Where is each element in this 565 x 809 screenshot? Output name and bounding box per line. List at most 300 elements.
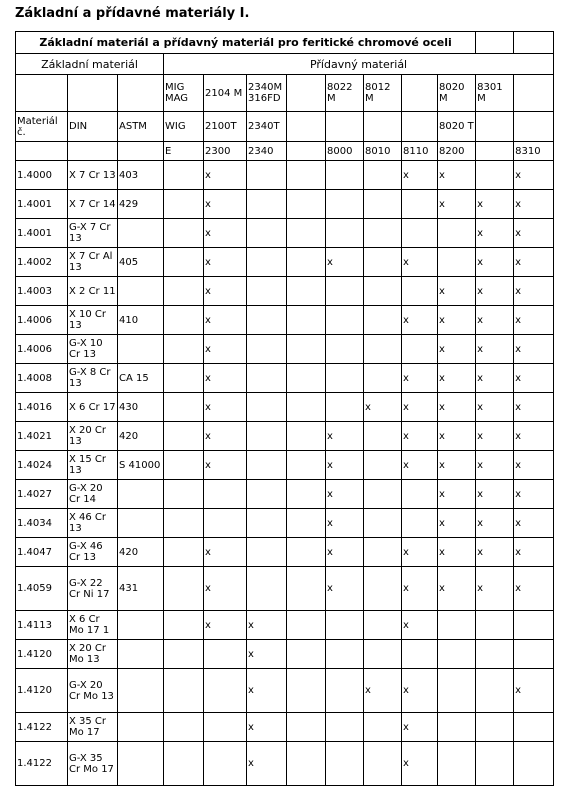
table-cell: x xyxy=(204,161,247,190)
table-cell: 403 xyxy=(118,161,164,190)
table-row xyxy=(16,611,554,640)
table-cell: x xyxy=(402,538,438,567)
table-cell: G-X 10 Cr 13 xyxy=(68,335,118,364)
table-cell xyxy=(247,219,287,248)
table-cell: 1.4006 xyxy=(16,306,68,335)
table-cell xyxy=(402,335,438,364)
table-cell xyxy=(118,335,164,364)
table-cell xyxy=(326,219,364,248)
table-cell: X 6 Cr Mo 17 1 xyxy=(68,611,118,640)
table-cell: x xyxy=(476,451,514,480)
table-cell xyxy=(476,611,514,640)
table-cell xyxy=(287,713,326,742)
table-cell: x xyxy=(204,364,247,393)
table-cell xyxy=(476,32,514,54)
table-cell: G-X 20 Cr 14 xyxy=(68,480,118,509)
table-cell: X 46 Cr 13 xyxy=(68,509,118,538)
table-cell xyxy=(364,364,402,393)
table-cell xyxy=(326,277,364,306)
table-cell xyxy=(326,335,364,364)
table-row xyxy=(16,538,554,567)
table-cell: 1.4001 xyxy=(16,190,68,219)
table-cell xyxy=(438,640,476,669)
table-cell: 420 xyxy=(118,538,164,567)
table-cell xyxy=(364,161,402,190)
table-cell xyxy=(118,277,164,306)
filler-mig-row xyxy=(16,75,554,112)
page-title: Základní a přídavné materiály I. xyxy=(15,6,250,21)
table-cell xyxy=(476,713,514,742)
table-cell: X 7 Cr Al 13 xyxy=(68,248,118,277)
table-cell xyxy=(247,277,287,306)
table-cell: X 7 Cr 13 xyxy=(68,161,118,190)
table-cell xyxy=(287,306,326,335)
table-cell: x xyxy=(438,190,476,219)
table-cell: x xyxy=(438,393,476,422)
table-row xyxy=(16,306,554,335)
table-cell xyxy=(247,509,287,538)
table-row xyxy=(16,219,554,248)
table-cell: x xyxy=(247,669,287,713)
table-cell: x xyxy=(247,640,287,669)
table-cell xyxy=(287,538,326,567)
table-cell: x xyxy=(438,161,476,190)
table-cell xyxy=(164,640,204,669)
table-cell xyxy=(476,669,514,713)
table-cell xyxy=(247,538,287,567)
table-cell: x xyxy=(326,248,364,277)
table-cell: 1.4120 xyxy=(16,640,68,669)
table-row xyxy=(16,480,554,509)
table-cell xyxy=(247,393,287,422)
table-cell: x xyxy=(476,219,514,248)
base-material-header: Základní materiál xyxy=(16,54,164,75)
table-cell xyxy=(247,480,287,509)
table-cell: x xyxy=(476,248,514,277)
table-cell: x xyxy=(326,538,364,567)
table-cell xyxy=(438,219,476,248)
table-cell xyxy=(364,567,402,611)
table-cell: x xyxy=(402,611,438,640)
table-caption: Základní materiál a přídavný materiál pro feritické chromové oceli xyxy=(16,32,476,54)
header-cell: 8000 xyxy=(326,142,364,161)
table-cell xyxy=(118,742,164,786)
table-cell xyxy=(514,640,554,669)
table-cell xyxy=(287,248,326,277)
table-cell xyxy=(287,393,326,422)
table-cell xyxy=(287,422,326,451)
table-cell: x xyxy=(438,538,476,567)
table-cell: x xyxy=(438,422,476,451)
header-cell: 8020 M xyxy=(438,75,476,112)
header-cell: 8012 M xyxy=(364,75,402,112)
table-cell: S 41000 xyxy=(118,451,164,480)
table-cell: x xyxy=(514,306,554,335)
table-cell xyxy=(326,713,364,742)
table-cell: x xyxy=(476,393,514,422)
table-cell xyxy=(326,306,364,335)
table-cell xyxy=(164,713,204,742)
table-cell: x xyxy=(204,248,247,277)
header-cell xyxy=(326,112,364,142)
table-cell: 429 xyxy=(118,190,164,219)
table-cell: G-X 8 Cr 13 xyxy=(68,364,118,393)
table-cell xyxy=(364,538,402,567)
header-cell: 8020 T xyxy=(438,112,476,142)
table-cell: 1.4047 xyxy=(16,538,68,567)
table-cell xyxy=(204,669,247,713)
table-cell xyxy=(438,248,476,277)
table-cell: X 20 Cr 13 xyxy=(68,422,118,451)
table-cell xyxy=(164,451,204,480)
table-cell xyxy=(287,611,326,640)
header-cell xyxy=(68,142,118,161)
table-cell xyxy=(402,277,438,306)
table-cell xyxy=(402,190,438,219)
table-cell: x xyxy=(204,277,247,306)
table-cell xyxy=(514,713,554,742)
filler-material-header: Přídavný materiál xyxy=(164,54,554,75)
table-cell: x xyxy=(476,567,514,611)
table-cell xyxy=(364,422,402,451)
table-cell: x xyxy=(438,277,476,306)
table-cell: X 2 Cr 11 xyxy=(68,277,118,306)
table-cell: x xyxy=(247,713,287,742)
table-cell: 431 xyxy=(118,567,164,611)
table-cell: 420 xyxy=(118,422,164,451)
table-cell: x xyxy=(514,248,554,277)
table-cell xyxy=(364,611,402,640)
table-cell: x xyxy=(402,393,438,422)
table-cell xyxy=(438,713,476,742)
table-cell: X 6 Cr 17 xyxy=(68,393,118,422)
table-cell: x xyxy=(402,306,438,335)
header-cell: 8010 xyxy=(364,142,402,161)
table-row xyxy=(16,669,554,713)
table-cell: G-X 20 Cr Mo 13 xyxy=(68,669,118,713)
table-cell xyxy=(476,742,514,786)
table-row xyxy=(16,509,554,538)
table-cell: x xyxy=(438,480,476,509)
table-cell: x xyxy=(438,451,476,480)
table-cell: x xyxy=(402,161,438,190)
header-cell: 2100T xyxy=(204,112,247,142)
table-cell: x xyxy=(476,422,514,451)
table-cell xyxy=(287,742,326,786)
table-row xyxy=(16,335,554,364)
table-cell xyxy=(204,713,247,742)
table-cell: x xyxy=(326,509,364,538)
header-cell xyxy=(287,75,326,112)
table-cell: x xyxy=(514,190,554,219)
table-cell xyxy=(364,219,402,248)
table-cell: x xyxy=(402,713,438,742)
table-cell: X 10 Cr 13 xyxy=(68,306,118,335)
table-cell xyxy=(247,364,287,393)
table-cell: x xyxy=(402,422,438,451)
table-cell xyxy=(164,248,204,277)
table-cell xyxy=(118,611,164,640)
header-cell xyxy=(287,142,326,161)
table-cell: x xyxy=(514,567,554,611)
header-cell: MIG MAG xyxy=(164,75,204,112)
table-cell xyxy=(364,480,402,509)
table-cell xyxy=(164,611,204,640)
table-cell xyxy=(287,509,326,538)
table-cell xyxy=(326,611,364,640)
table-cell xyxy=(364,277,402,306)
materials-table xyxy=(15,31,554,786)
table-cell xyxy=(287,640,326,669)
table-cell: x xyxy=(476,277,514,306)
table-cell: G-X 35 Cr Mo 17 xyxy=(68,742,118,786)
table-cell xyxy=(364,742,402,786)
header-cell xyxy=(118,75,164,112)
header-cell: 8301 M xyxy=(476,75,514,112)
table-cell xyxy=(247,335,287,364)
table-cell xyxy=(364,640,402,669)
header-cell xyxy=(68,75,118,112)
table-cell xyxy=(164,335,204,364)
table-row xyxy=(16,277,554,306)
table-cell: 1.4003 xyxy=(16,277,68,306)
header-cell xyxy=(16,75,68,112)
table-cell xyxy=(247,567,287,611)
table-cell xyxy=(287,451,326,480)
table-cell: x xyxy=(476,190,514,219)
table-cell: 1.4024 xyxy=(16,451,68,480)
table-cell: 1.4122 xyxy=(16,713,68,742)
header-cell xyxy=(118,142,164,161)
table-cell: x xyxy=(247,742,287,786)
table-cell: x xyxy=(204,538,247,567)
table-cell: x xyxy=(476,509,514,538)
table-cell xyxy=(287,190,326,219)
table-cell xyxy=(204,742,247,786)
table-cell xyxy=(164,538,204,567)
header-cell xyxy=(514,75,554,112)
table-cell: 1.4006 xyxy=(16,335,68,364)
table-cell xyxy=(164,509,204,538)
header-cell: E xyxy=(164,142,204,161)
table-cell xyxy=(204,509,247,538)
table-cell xyxy=(164,190,204,219)
table-cell: x xyxy=(514,219,554,248)
table-cell: x xyxy=(402,248,438,277)
table-cell xyxy=(326,742,364,786)
table-cell xyxy=(438,611,476,640)
table-cell xyxy=(287,335,326,364)
header-cell xyxy=(402,75,438,112)
table-cell xyxy=(364,190,402,219)
header-cell: 2340M 316FD xyxy=(247,75,287,112)
table-row xyxy=(16,393,554,422)
table-cell: 405 xyxy=(118,248,164,277)
table-cell: x xyxy=(402,451,438,480)
table-cell xyxy=(476,640,514,669)
table-cell xyxy=(204,640,247,669)
table-cell: x xyxy=(204,611,247,640)
header-cell: 8022 M xyxy=(326,75,364,112)
table-cell: x xyxy=(514,669,554,713)
header-cell xyxy=(476,112,514,142)
table-cell xyxy=(118,480,164,509)
table-cell xyxy=(164,393,204,422)
table-row xyxy=(16,364,554,393)
header-cell: 2340 xyxy=(247,142,287,161)
table-cell xyxy=(247,306,287,335)
table-cell: x xyxy=(476,364,514,393)
table-cell xyxy=(364,509,402,538)
header-cell: 2340T xyxy=(247,112,287,142)
table-cell: x xyxy=(204,335,247,364)
header-cell: DIN xyxy=(68,112,118,142)
table-cell xyxy=(514,611,554,640)
table-cell xyxy=(204,480,247,509)
table-cell: X 35 Cr Mo 17 xyxy=(68,713,118,742)
table-cell: x xyxy=(514,509,554,538)
table-cell xyxy=(164,219,204,248)
table-row xyxy=(16,713,554,742)
header-cell xyxy=(476,142,514,161)
table-cell xyxy=(326,393,364,422)
table-cell xyxy=(326,669,364,713)
table-cell: x xyxy=(438,335,476,364)
table-cell: G-X 22 Cr Ni 17 xyxy=(68,567,118,611)
table-cell xyxy=(438,669,476,713)
table-cell xyxy=(402,509,438,538)
table-cell: 1.4034 xyxy=(16,509,68,538)
table-cell: x xyxy=(514,422,554,451)
table-cell xyxy=(476,161,514,190)
table-cell: 1.4002 xyxy=(16,248,68,277)
table-cell xyxy=(164,364,204,393)
table-cell: x xyxy=(514,364,554,393)
table-cell: x xyxy=(326,480,364,509)
header-cell xyxy=(514,112,554,142)
table-cell xyxy=(118,509,164,538)
table-cell: x xyxy=(204,219,247,248)
table-cell xyxy=(364,335,402,364)
table-row xyxy=(16,161,554,190)
filler-e-row xyxy=(16,142,554,161)
table-cell: 1.4122 xyxy=(16,742,68,786)
table-cell xyxy=(247,248,287,277)
table-cell xyxy=(326,161,364,190)
table-cell: x xyxy=(476,480,514,509)
table-cell xyxy=(164,669,204,713)
table-cell xyxy=(118,640,164,669)
table-cell: 1.4000 xyxy=(16,161,68,190)
table-cell: x xyxy=(476,335,514,364)
table-cell: x xyxy=(514,393,554,422)
table-cell: x xyxy=(514,538,554,567)
table-cell: X 7 Cr 14 xyxy=(68,190,118,219)
table-cell: x xyxy=(204,393,247,422)
table-cell: x xyxy=(438,306,476,335)
table-cell xyxy=(118,713,164,742)
table-cell: x xyxy=(204,190,247,219)
table-cell: x xyxy=(204,451,247,480)
group-header-row xyxy=(16,54,554,75)
table-cell xyxy=(326,640,364,669)
table-cell: x xyxy=(514,335,554,364)
table-cell xyxy=(287,161,326,190)
table-cell xyxy=(247,190,287,219)
table-row xyxy=(16,742,554,786)
table-cell: 1.4120 xyxy=(16,669,68,713)
table-cell: G-X 7 Cr 13 xyxy=(68,219,118,248)
table-cell xyxy=(164,567,204,611)
table-row xyxy=(16,567,554,611)
table-cell xyxy=(402,640,438,669)
table-cell xyxy=(326,190,364,219)
table-cell: x xyxy=(247,611,287,640)
table-cell xyxy=(164,161,204,190)
table-cell: 1.4059 xyxy=(16,567,68,611)
table-cell: x xyxy=(326,451,364,480)
table-cell xyxy=(287,364,326,393)
table-cell xyxy=(364,306,402,335)
table-cell: x xyxy=(326,422,364,451)
table-row xyxy=(16,422,554,451)
table-cell xyxy=(287,277,326,306)
table-cell: 1.4016 xyxy=(16,393,68,422)
table-cell: 1.4027 xyxy=(16,480,68,509)
table-cell: x xyxy=(402,742,438,786)
table-cell xyxy=(164,480,204,509)
header-cell: Materiál č. xyxy=(16,112,68,142)
table-row xyxy=(16,640,554,669)
table-cell: x xyxy=(402,567,438,611)
table-row xyxy=(16,248,554,277)
header-cell: 8200 xyxy=(438,142,476,161)
table-cell: x xyxy=(514,480,554,509)
table-cell xyxy=(164,422,204,451)
table-cell xyxy=(364,713,402,742)
table-cell: x xyxy=(204,567,247,611)
table-cell xyxy=(118,669,164,713)
table-cell: 1.4001 xyxy=(16,219,68,248)
table-cell: CA 15 xyxy=(118,364,164,393)
table-cell xyxy=(164,277,204,306)
table-cell xyxy=(402,480,438,509)
table-cell: x xyxy=(402,669,438,713)
table-cell xyxy=(164,742,204,786)
table-cell: x xyxy=(514,451,554,480)
caption-row xyxy=(16,32,554,54)
table-row xyxy=(16,190,554,219)
table-cell xyxy=(514,32,554,54)
table-cell: 410 xyxy=(118,306,164,335)
header-cell: WIG xyxy=(164,112,204,142)
header-cell xyxy=(402,112,438,142)
header-cell xyxy=(287,112,326,142)
table-cell: x xyxy=(438,567,476,611)
table-cell xyxy=(118,219,164,248)
header-cell: 8110 xyxy=(402,142,438,161)
table-cell: 1.4113 xyxy=(16,611,68,640)
table-cell: X 20 Cr Mo 13 xyxy=(68,640,118,669)
table-cell xyxy=(247,161,287,190)
table-cell: x xyxy=(476,538,514,567)
table-cell: x xyxy=(514,277,554,306)
table-cell xyxy=(364,248,402,277)
table-cell xyxy=(364,451,402,480)
header-cell: 2104 M xyxy=(204,75,247,112)
table-cell xyxy=(514,742,554,786)
table-cell xyxy=(287,219,326,248)
